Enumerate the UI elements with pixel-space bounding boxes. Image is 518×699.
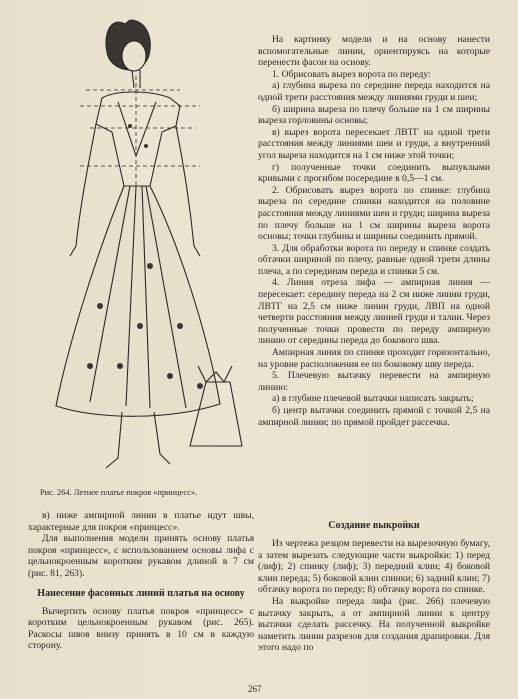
left-column-bottom: [28, 510, 254, 652]
paragraph: 1. Обрисовать вырез ворота по переду:: [272, 68, 431, 80]
paragraph: а) глубина выреза по середине переда находится на одной трети расстояния между линиями груди и шеи;: [258, 80, 490, 103]
paragraph: Из чертежа резцом перевести на вырезочную бумагу, а затем вырезать следующие части выкройки: 1) перед (лиф); 2) спинку (лиф); 3) передний клин; 4) боковой клин переда; 5) боковой клин спинки; 6) задний клин; 7) обтачку ворота по переду; 8) обтачку ворота по спинке.: [258, 538, 490, 596]
figure-caption: Рис. 264. Летнее платье покроя «принцесс».: [40, 488, 198, 497]
paragraph: г) полученные точки соединить выпуклыми кривыми с прогибом посередине в 0,5—1 см.: [258, 161, 490, 185]
paragraph: 5. Плечевую вытачку перевести на ампирную линию:: [258, 370, 490, 393]
dress-figure-svg: [30, 6, 250, 486]
dress-illustration: [30, 6, 250, 486]
paragraph: Ампирная линия по спинке проходит горизонтально, на уровне расположения ее по боковому шву переда.: [258, 347, 490, 370]
section-heading: Создание выкройки: [328, 520, 420, 531]
paragraph: 3. Для обработки ворота по переду и спинке создать обтачки шириной по плечу, равные одной трети длины плеча, а по серединам переда и спинки 5 см.: [258, 242, 490, 277]
paragraph: 2. Обрисовать вырез ворота по спинке: глубина выреза по середине спинки находится на половине расстояния между линиями шеи и груди; ширина выреза по плечу больше на 1 см ширины выреза ворота основы; точки глубины и ширины соединить прямой.: [258, 184, 491, 243]
paragraph: Вычертить основу платья покроя «принцесс» с коротким цельнокроенным рукавом (рис. 265). Раскосы швов внизу принять в 10 см в каждую сторону.: [28, 605, 254, 652]
paragraph: 4. Линия отреза лифа — ампирная линия — пересекает: середину переда на 2 см ниже линии груди, ЛВТГ на 2,5 см ниже линии груди, ЛВП на одной четверти расстояния между линией груди и талии. Через полученные точки провести по переду ампирную линию от середины переда до бокового шва.: [258, 277, 490, 347]
paragraph: б) центр вытачки соединить прямой с точкой 2,5 на ампирной линии; по прямой пройдет рассечка.: [258, 405, 490, 428]
section-heading: Нанесение фасонных линий платья на основу: [37, 587, 245, 599]
paragraph: На выкройке переда лифа (рис. 266) плечевую вытачку закрыть, а от ампирной линии к центру вытачки сделать рассечку. На полученной выкройке наметить линии разрезов для создания драпировки. Для этого надо по: [258, 595, 490, 654]
right-column-bottom: [258, 512, 490, 654]
paragraph: Для выполнения модели принять основу платья покроя «принцесс», с использованием основы лифа с цельнокроенным коротким рукавом длиной в 7 см (рис. 81, 263).: [28, 533, 254, 579]
paragraph: в) ниже ампирной линии в платье идут швы, характерные для покроя «принцесс».: [28, 510, 254, 533]
paragraph: в) вырез ворота пересекает ЛВТГ на одной трети расстояния между линиями шеи и груди, а внутренний угол выреза находится на 1 см ниже этой точки;: [258, 126, 490, 161]
page-number: 267: [248, 684, 262, 694]
right-column-top: [258, 34, 490, 428]
paragraph: а) в глубине плечевой вытачки написать закрыть;: [272, 393, 474, 405]
paragraph: б) ширина выреза по плечу больше на 1 см ширины выреза горловины основы;: [258, 103, 490, 127]
paragraph: На картинку модели и на основу нанести вспомогательные линии, ориентируясь на которые перенести фасон на основу.: [258, 34, 490, 69]
